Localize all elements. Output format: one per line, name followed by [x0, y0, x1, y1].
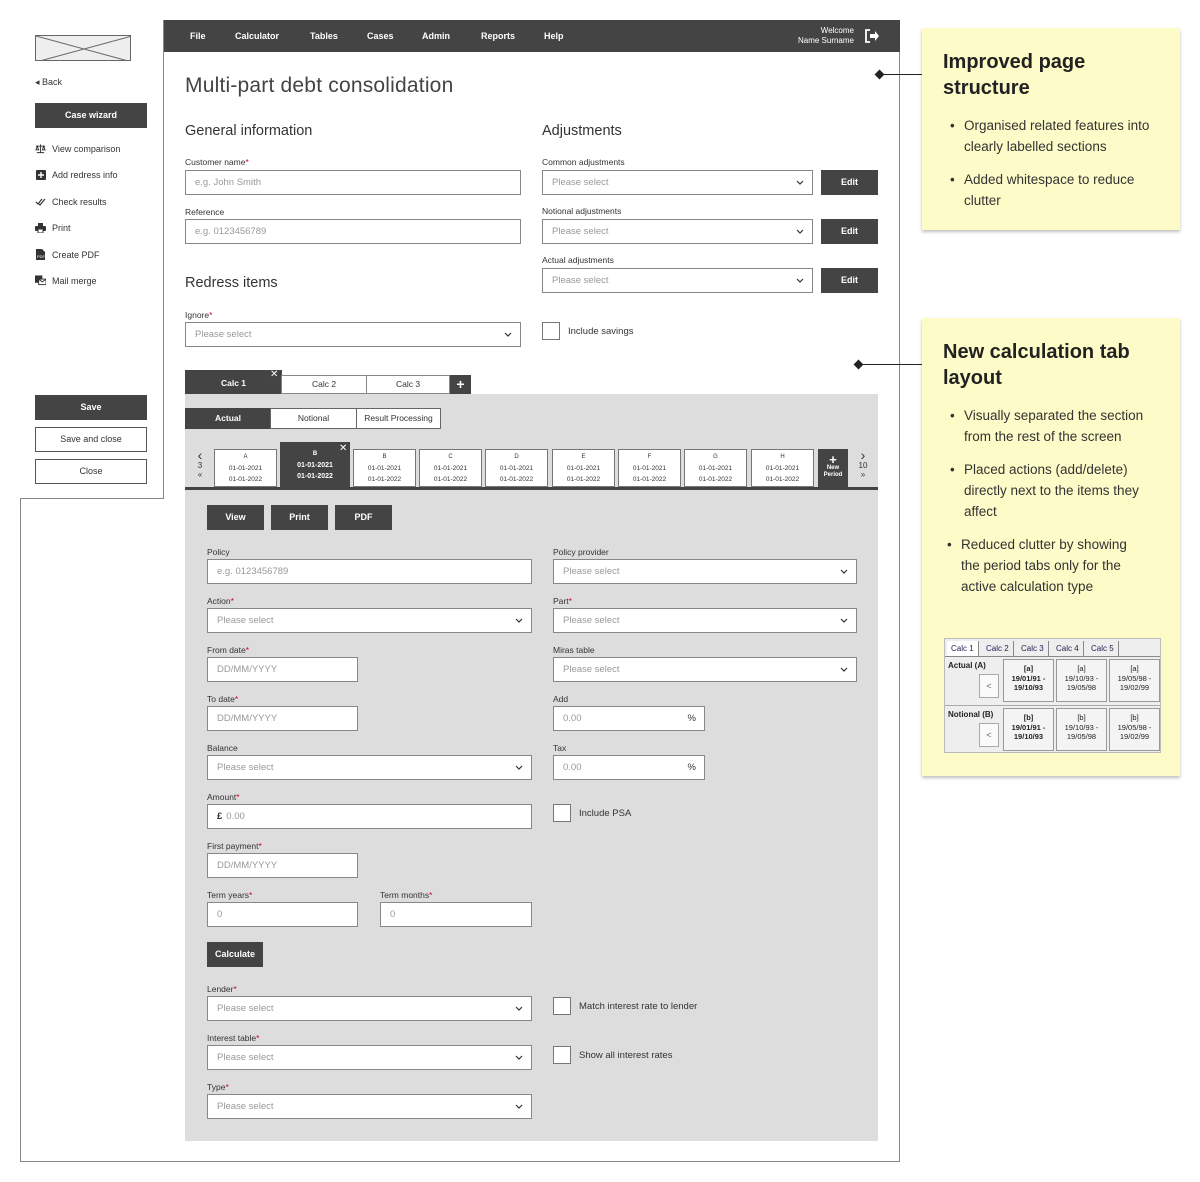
match-interest-label: Match interest rate to lender [579, 1001, 698, 1012]
actual-adjustments-select[interactable]: Please select [542, 268, 813, 293]
term-years-input[interactable]: 0 [207, 902, 358, 927]
reference-input[interactable]: e.g. 0123456789 [185, 219, 521, 244]
chevron-down-icon [515, 1103, 523, 1111]
show-all-rates-checkbox[interactable] [553, 1046, 571, 1064]
add-input[interactable]: 0.00 % [553, 706, 705, 731]
nav-admin[interactable]: Admin [422, 31, 450, 41]
old-tab: Calc 5 [1087, 641, 1119, 656]
common-adjustments-label: Common adjustments [542, 157, 625, 167]
chevron-down-icon [796, 277, 804, 285]
ignore-select[interactable]: Please select [185, 322, 521, 347]
period-tab-a[interactable]: A 01-01-2021 01-01-2022 [214, 449, 277, 487]
chevron-down-icon [515, 1054, 523, 1062]
double-check-icon [35, 196, 46, 207]
old-row-label: Actual (A) [948, 661, 986, 670]
chevron-down-icon [840, 617, 848, 625]
caret-left-icon: ◂ [35, 77, 43, 87]
to-date-label: To date* [207, 694, 239, 704]
page-title: Multi-part debt consolidation [185, 74, 454, 97]
period-tab-b-active[interactable]: B 01-01-2021 01-01-2022 [280, 442, 350, 487]
from-date-input[interactable]: DD/MM/YYYY [207, 657, 358, 682]
match-interest-checkbox[interactable] [553, 997, 571, 1015]
term-years-label: Term years* [207, 890, 253, 900]
mail-merge-link[interactable]: Mail merge [35, 275, 97, 286]
type-label: Type* [207, 1082, 229, 1092]
chevron-down-icon [504, 331, 512, 339]
amount-label: Amount* [207, 792, 240, 802]
adjustments-heading: Adjustments [542, 123, 622, 139]
policy-provider-select[interactable]: Please select [553, 559, 857, 584]
tab-calc-3[interactable]: Calc 3 [366, 375, 450, 394]
term-months-input[interactable]: 0 [380, 902, 532, 927]
ignore-label: Ignore* [185, 310, 213, 320]
logo-placeholder [35, 35, 131, 61]
double-chevron-left-icon: « [197, 470, 203, 479]
note-bullet: • Visually separated the section from the rest of the screen [950, 405, 1166, 447]
chevron-down-icon [796, 179, 804, 187]
save-button[interactable]: Save [35, 395, 147, 420]
show-all-rates-label: Show all interest rates [579, 1050, 673, 1061]
part-select[interactable]: Please select [553, 608, 857, 633]
note-bullets [950, 115, 1166, 223]
miras-table-select[interactable]: Please select [553, 657, 857, 682]
old-period-cell: [b] 19/05/98 - 19/02/99 [1109, 708, 1160, 751]
note-bullet: • Organised related features into clearly labelled sections [950, 115, 1166, 157]
close-icon[interactable]: ✕ [270, 369, 279, 380]
nav-cases[interactable]: Cases [367, 31, 394, 41]
close-icon[interactable]: ✕ [339, 443, 348, 454]
chevron-right-icon: › [860, 447, 866, 463]
old-back-button: < [979, 674, 999, 698]
customer-name-label: Customer name* [185, 157, 249, 167]
policy-provider-label: Policy provider [553, 547, 609, 557]
add-label: Add [553, 694, 569, 704]
balance-label: Balance [207, 743, 238, 753]
view-button[interactable]: View [207, 505, 264, 530]
add-calc-icon[interactable]: + [450, 375, 471, 394]
check-results-link[interactable]: Check results [35, 196, 107, 207]
old-tab: Calc 2 [982, 641, 1014, 656]
from-date-label: From date* [207, 645, 250, 655]
close-button[interactable]: Close [35, 459, 147, 484]
period-tab-c[interactable]: C 01-01-2021 01-01-2022 [419, 449, 482, 487]
nav-reports[interactable]: Reports [481, 31, 516, 41]
period-tab-f[interactable]: F 01-01-2021 01-01-2022 [618, 449, 681, 487]
plus-icon: + [829, 452, 837, 467]
nav-calculator[interactable]: Calculator [235, 31, 280, 41]
annotation-connector [880, 74, 922, 75]
old-period-cell: [a] 19/10/93 - 19/05/98 [1056, 659, 1107, 702]
chevron-left-icon: ‹ [197, 447, 203, 463]
lender-label: Lender* [207, 984, 237, 994]
action-label: Action* [207, 596, 234, 606]
save-and-close-button[interactable]: Save and close [35, 427, 147, 452]
sidebar [20, 20, 164, 499]
note-bullets [950, 405, 1166, 609]
notional-adjustments-select[interactable]: Please select [542, 219, 813, 244]
mail-merge-icon [35, 275, 46, 286]
old-period-cell: [b] 19/10/93 - 19/05/98 [1056, 708, 1107, 751]
annotation-connector [859, 364, 922, 365]
plus-box-icon [35, 169, 46, 180]
calculate-button[interactable]: Calculate [207, 942, 263, 967]
redress-items-heading: Redress items [185, 275, 278, 291]
interest-table-label: Interest table* [207, 1033, 260, 1043]
old-period-cell: [a] 19/05/98 - 19/02/99 [1109, 659, 1160, 702]
tab-calc-2[interactable]: Calc 2 [281, 375, 367, 394]
create-pdf-link[interactable]: PDF Create PDF [36, 249, 100, 260]
include-savings-checkbox[interactable] [542, 322, 560, 340]
note-bullet: • Placed actions (add/delete) directly next to the items they affect [950, 459, 1166, 522]
note-bullet: • Added whitespace to reduce clutter [950, 169, 1166, 211]
period-prev-button[interactable]: ‹ 3 « [194, 449, 206, 479]
lender-select[interactable]: Please select [207, 996, 532, 1021]
customer-name-input[interactable]: e.g. John Smith [185, 170, 521, 195]
period-tab-h[interactable]: H 01-01-2021 01-01-2022 [751, 449, 814, 487]
old-row-label: Notional (B) [948, 710, 994, 719]
tax-input[interactable]: 0.00 % [553, 755, 705, 780]
edit-common-button[interactable]: Edit [821, 170, 878, 195]
logout-icon[interactable] [864, 28, 880, 44]
common-adjustments-select[interactable]: Please select [542, 170, 813, 195]
tab-result-processing[interactable]: Result Processing [356, 408, 441, 429]
note-bullet: • Reduced clutter by showing the period tabs only for the active calculation type [947, 534, 1147, 597]
user-greeting: Welcome Name Surname [797, 26, 854, 45]
sticky-note-page-structure [922, 28, 1180, 230]
case-wizard-button[interactable]: Case wizard [35, 103, 147, 128]
nav-tables[interactable]: Tables [310, 31, 338, 41]
print-link[interactable]: Print [35, 222, 71, 233]
chevron-down-icon [515, 1005, 523, 1013]
edit-actual-button[interactable]: Edit [821, 268, 878, 293]
old-period-cell: [b] 19/01/91 - 19/10/93 [1003, 708, 1054, 751]
chevron-down-icon [515, 617, 523, 625]
to-date-input[interactable]: DD/MM/YYYY [207, 706, 358, 731]
old-period-cell: [a] 19/01/91 - 19/10/93 [1003, 659, 1054, 702]
notional-adjustments-label: Notional adjustments [542, 206, 622, 216]
period-tab-b[interactable]: B 01-01-2021 01-01-2022 [353, 449, 416, 487]
reference-label: Reference [185, 207, 225, 217]
include-psa-checkbox[interactable] [553, 804, 571, 822]
miras-table-label: Miras table [553, 645, 595, 655]
pdf-button[interactable]: PDF [335, 505, 392, 530]
printer-icon [35, 222, 46, 233]
first-payment-input[interactable]: DD/MM/YYYY [207, 853, 358, 878]
tab-calc-1[interactable]: Calc 1 [185, 370, 282, 394]
note-title: New calculation tab layout [943, 341, 1130, 389]
tab-notional[interactable]: Notional [270, 408, 357, 429]
type-select[interactable]: Please select [207, 1094, 532, 1119]
amount-input[interactable]: £ 0.00 [207, 804, 532, 829]
nav-file[interactable]: File [190, 31, 206, 41]
chevron-down-icon [796, 228, 804, 236]
old-tab: Calc 4 [1052, 641, 1084, 656]
balance-select[interactable]: Please select [207, 755, 532, 780]
nav-help[interactable]: Help [544, 31, 564, 41]
interest-table-select[interactable]: Please select [207, 1045, 532, 1070]
svg-text:PDF: PDF [36, 254, 45, 259]
period-tab-e[interactable]: E 01-01-2021 01-01-2022 [552, 449, 615, 487]
top-navigation [164, 20, 900, 52]
include-savings-label: Include savings [568, 326, 634, 337]
view-comparison-link[interactable]: View comparison [35, 143, 120, 154]
old-back-button: < [979, 723, 999, 747]
add-redress-info-link[interactable]: Add redress info [35, 169, 118, 180]
tax-label: Tax [553, 743, 567, 753]
old-tab: Calc 3 [1017, 641, 1049, 656]
chevron-down-icon [840, 666, 848, 674]
actual-adjustments-label: Actual adjustments [542, 255, 614, 265]
term-months-label: Term months* [380, 890, 433, 900]
period-tab-d[interactable]: D 01-01-2021 01-01-2022 [485, 449, 548, 487]
pdf-file-icon [35, 249, 46, 260]
new-period-button[interactable]: + New Period [818, 449, 848, 487]
edit-notional-button[interactable]: Edit [821, 219, 878, 244]
note-title: Improved page structure [943, 51, 1086, 99]
first-payment-label: First payment* [207, 841, 262, 851]
general-information-heading: General information [185, 123, 313, 139]
policy-label: Policy [207, 547, 230, 557]
chevron-down-icon [840, 568, 848, 576]
old-tab: Calc 1 [947, 641, 979, 656]
policy-input[interactable]: e.g. 0123456789 [207, 559, 532, 584]
chevron-down-icon [515, 764, 523, 772]
action-select[interactable]: Please select [207, 608, 532, 633]
tab-actual[interactable]: Actual [185, 408, 271, 429]
double-chevron-right-icon: » [860, 470, 866, 479]
old-calc-layout-thumbnail [944, 638, 1161, 753]
period-next-button[interactable]: › 10 » [858, 447, 868, 479]
back-link[interactable]: ◂ Back [35, 77, 63, 87]
print-button[interactable]: Print [271, 505, 328, 530]
include-psa-label: Include PSA [579, 808, 632, 819]
period-tab-g[interactable]: G 01-01-2021 01-01-2022 [684, 449, 747, 487]
scales-icon [35, 143, 46, 154]
part-label: Part* [553, 596, 572, 606]
period-divider [185, 487, 878, 490]
